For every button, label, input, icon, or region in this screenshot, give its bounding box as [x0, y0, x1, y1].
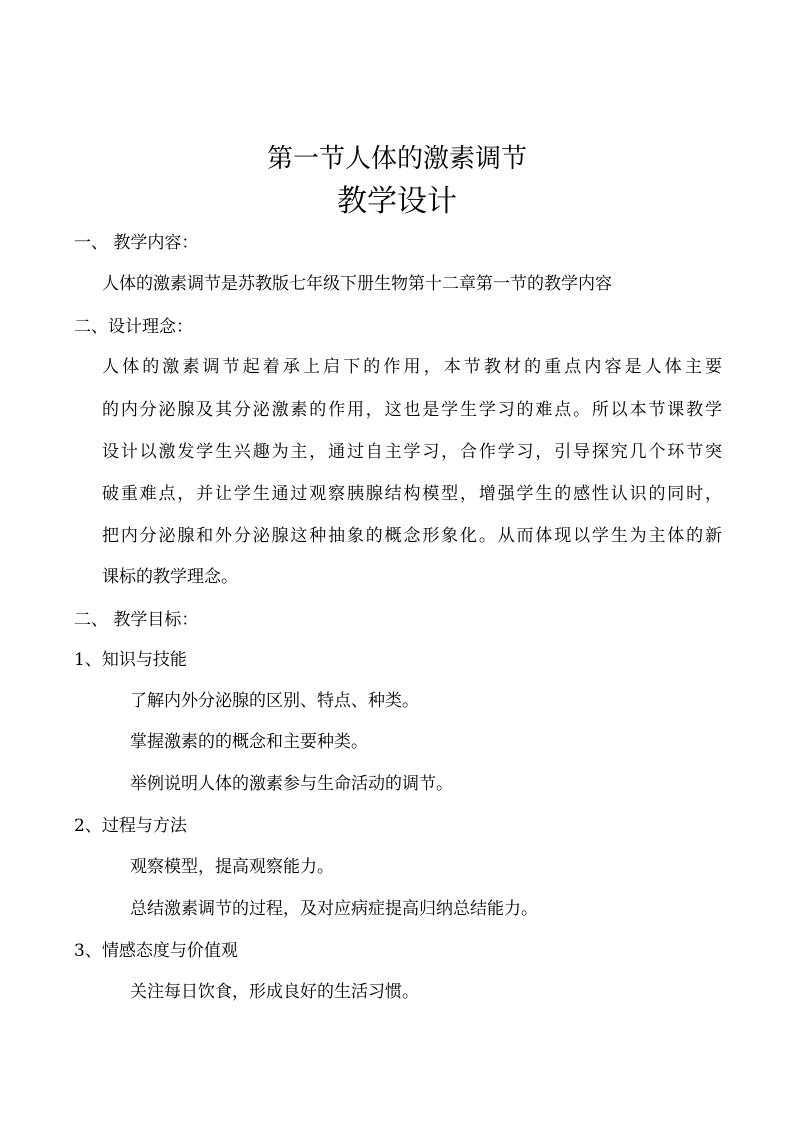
concept-paragraph-line: 课标的教学理念。: [102, 567, 238, 587]
concept-paragraph-line: 把内分泌腺和外分泌腺这种抽象的概念形象化。从而体现以学生为主体的新: [102, 526, 722, 546]
goals-emotion-item: 关注每日饮食，形成良好的生活习惯。: [130, 982, 419, 1002]
goals-process-item: 观察模型，提高观察能力。: [130, 857, 334, 877]
section-heading-goals: 二、 教学目标：: [74, 610, 199, 630]
goals-knowledge-item: 举例说明人体的激素参与生命活动的调节。: [130, 774, 453, 794]
goals-knowledge-item: 了解内外分泌腺的区别、特点、种类。: [130, 691, 419, 711]
goals-process-heading: 2、过程与方法: [74, 816, 187, 836]
content-text: 人体的激素调节是苏教版七年级下册生物第十二章第一节的教学内容: [102, 274, 612, 294]
section-heading-content: 一、 教学内容：: [74, 233, 199, 253]
goals-emotion-heading: 3、情感态度与价值观: [74, 941, 238, 961]
goals-knowledge-heading: 1、知识与技能: [74, 650, 187, 670]
goals-process-item: 总结激素调节的过程，及对应病症提高归纳总结能力。: [130, 899, 538, 919]
section-heading-concept: 二、设计理念：: [74, 317, 193, 337]
document-title: 第一节人体的激素调节: [266, 144, 527, 174]
concept-paragraph-line: 设计以激发学生兴趣为主，通过自主学习，合作学习，引导探究几个环节突: [102, 442, 722, 462]
document-subtitle: 教学设计: [337, 184, 457, 219]
concept-paragraph-line: 的内分泌腺及其分泌激素的作用，这也是学生学习的难点。所以本节课教学: [102, 400, 722, 420]
concept-paragraph-line: 破重难点，并让学生通过观察胰腺结构模型，增强学生的感性认识的同时，: [102, 484, 722, 504]
concept-paragraph-line: 人体的激素调节起着承上启下的作用，本节教材的重点内容是人体主要: [102, 357, 722, 377]
goals-knowledge-item: 掌握激素的的概念和主要种类。: [130, 732, 368, 752]
